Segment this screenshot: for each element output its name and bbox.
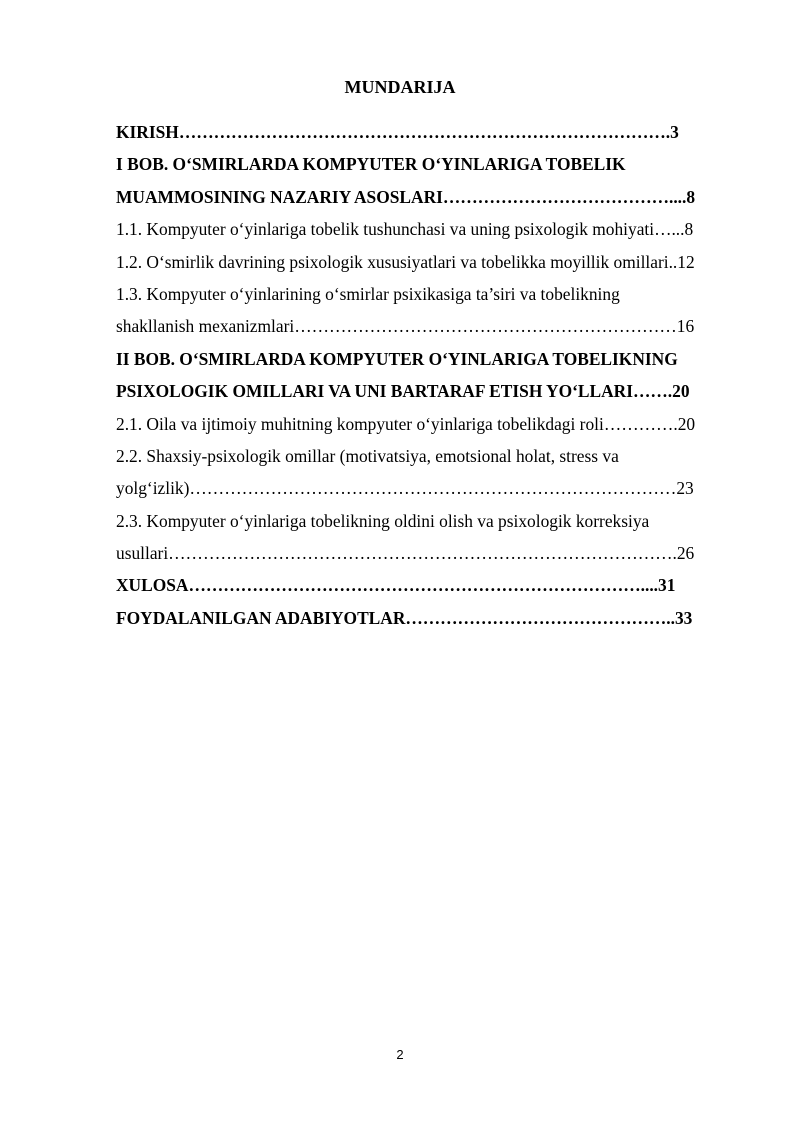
toc-line: II BOB. O‘SMIRLARDA KOMPYUTER O‘YINLARIGA TOBELIKNING	[116, 348, 678, 369]
page-title: MUNDARIJA	[344, 77, 456, 97]
toc-line: KIRISH………………………………………………………………………….3	[116, 122, 679, 142]
toc-line: FOYDALANILGAN ADABIYOTLAR………………………………………..33	[116, 607, 693, 628]
table-of-contents	[116, 116, 742, 634]
toc-line: XULOSA……………………………………………………………………....31	[116, 575, 676, 596]
toc-line: MUAMMOSINING NAZARIY ASOSLARI…………………………………....8	[116, 186, 696, 207]
toc-line: 1.3. Kompyuter o‘yinlarining o‘smirlar psixikasiga ta’siri va tobelikning	[116, 283, 620, 304]
toc-line: 2.1. Oila va ijtimoiy muhitning kompyuter o‘yinlariga tobelikdagi roli………….20	[116, 413, 696, 434]
toc-line: PSIXOLOGIK OMILLARI VA UNI BARTARAF ETISH YO‘LLARI…….20	[116, 381, 690, 402]
toc-line: I BOB. O‘SMIRLARDA KOMPYUTER O‘YINLARIGA TOBELIK	[116, 154, 626, 175]
toc-line: shakllanish mexanizmlari…………………………………………………………16	[116, 316, 695, 337]
toc-line: 2.2. Shaxsiy-psixologik omillar (motivatsiya, emotsional holat, stress va	[116, 445, 619, 466]
toc-line: 1.1. Kompyuter o‘yinlariga tobelik tushunchasi va uning psixologik mohiyati…...8	[116, 219, 694, 240]
page-number: 2	[396, 1047, 404, 1062]
toc-line: 1.2. O‘smirlik davrining psixologik xususiyatlari va tobelikka moyillik omillari..12	[116, 251, 695, 272]
toc-line: yolg‘izlik)…………………………………………………………………………23	[116, 478, 694, 499]
toc-line: usullari…………………………………………………………………………….26	[116, 543, 695, 564]
toc-line: 2.3. Kompyuter o‘yinlariga tobelikning oldini olish va psixologik korreksiya	[116, 510, 650, 531]
